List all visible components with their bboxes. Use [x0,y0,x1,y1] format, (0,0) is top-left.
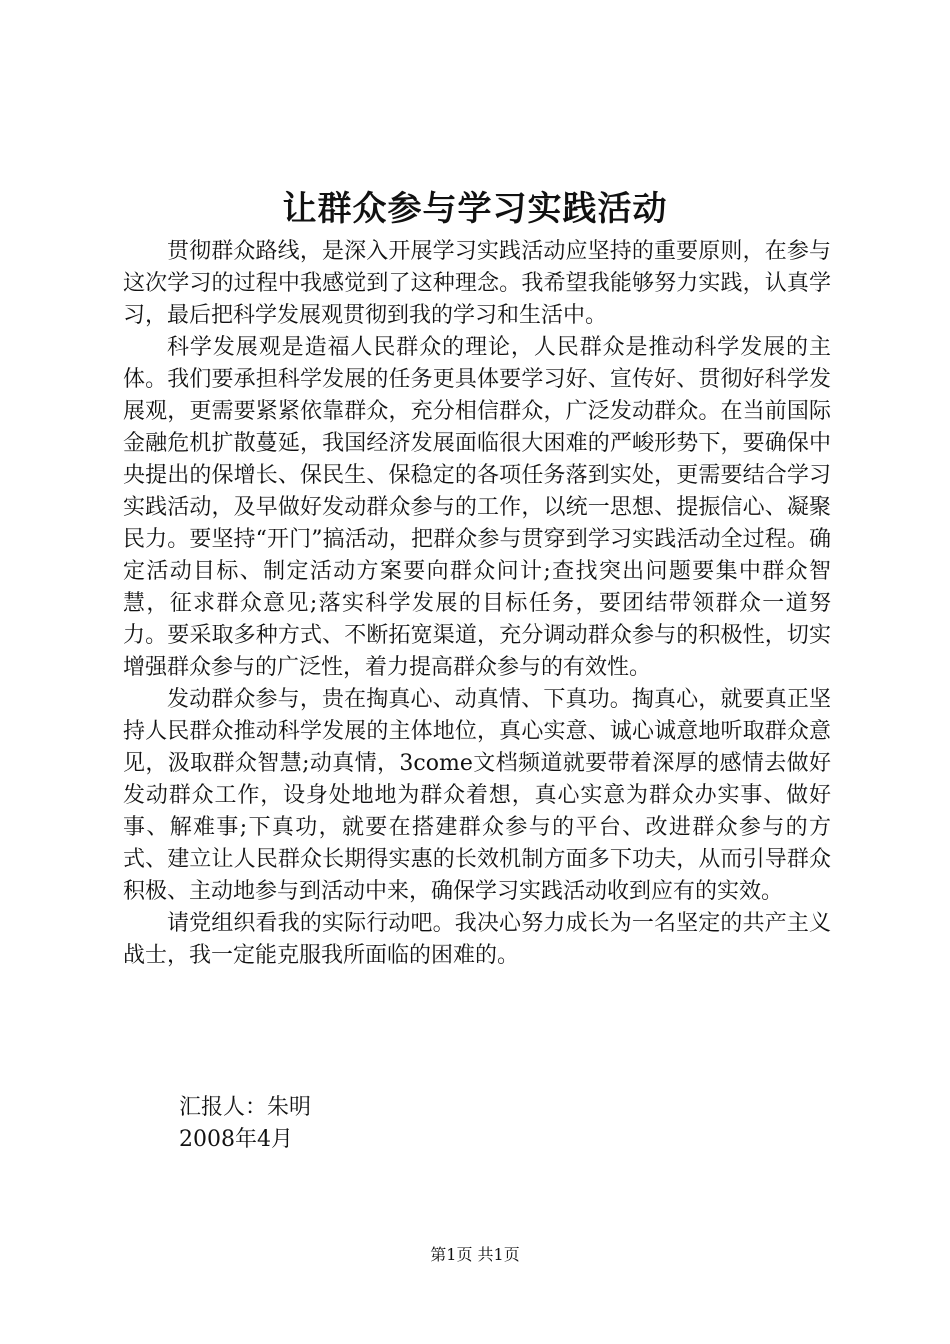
paragraph-4: 请党组织看我的实际行动吧。我决心努力成长为一名坚定的共产主义战士，我一定能克服我所面临的困难的。 [123,911,831,968]
report-date: 2008年4月 [179,1127,293,1152]
paragraph-2: 科学发展观是造福人民群众的理论，人民群众是推动科学发展的主体。我们要承担科学发展的任务更具体要学习好、宣传好、贯彻好科学发展观，更需要紧紧依靠群众，充分相信群众，广泛发动群众。在当前国际金融危机扩散蔓延，我国经济发展面临很大困难的严峻形势下，要确保中央提出的保增长、保民生、保稳定的各项任务落到实处，更需要结合学习实践活动，及早做好发动群众参与的工作，以统一思想、提振信心、凝聚民力。要坚持“开门”搞活动，把群众参与贯穿到学习实践活动全过程。确定活动目标、制定活动方案要向群众问计;查找突出问题要集中群众智慧，征求群众意见;落实科学发展的目标任务，要团结带领群众一道努力。要采取多种方式、不断拓宽渠道，充分调动群众参与的积极性，切实增强群众参与的广泛性，着力提高群众参与的有效性。 [123,335,831,680]
page-footer: 第1页 共1页 [430,1245,520,1264]
paragraph-3: 发动群众参与，贵在掏真心、动真情、下真功。掏真心，就要真正坚持人民群众推动科学发展的主体地位，真心实意、诚心诚意地听取群众意见，汲取群众智慧;动真情，3come文档频道就要带着深厚的感情去做好发动群众工作，设身处地地为群众着想，真心实意为群众办实事、做好事、解难事;下真功，就要在搭建群众参与的平台、改进群众参与的方式、建立让人民群众长期得实惠的长效机制方面多下功夫，从而引导群众积极、主动地参与到活动中来，确保学习实践活动收到应有的实效。 [123,687,831,904]
reporter-signature: 汇报人：朱明 [179,1095,312,1120]
document-body [123,236,831,972]
paragraph-1: 贯彻群众路线，是深入开展学习实践活动应坚持的重要原则，在参与这次学习的过程中我感觉到了这种理念。我希望我能够努力实践，认真学习，最后把科学发展观贯彻到我的学习和生活中。 [123,239,831,328]
document-title: 让群众参与学习实践活动 [282,189,668,229]
